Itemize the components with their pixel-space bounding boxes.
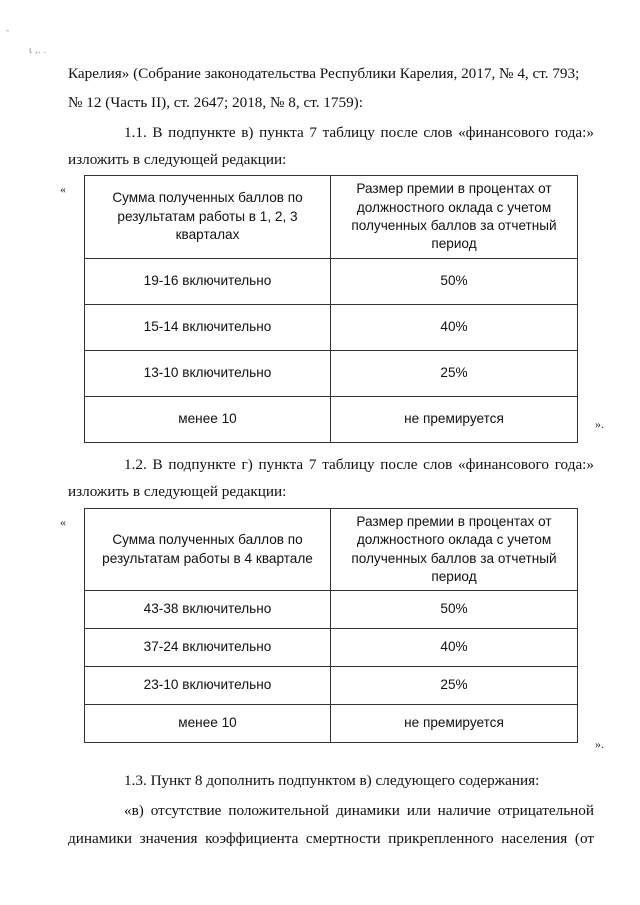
paragraph-1-2-line-2: изложить в следующей редакции:	[68, 483, 287, 500]
paragraph-1-1-line-1: 1.1. В подпункте в) пункта 7 таблицу после слов «финансового года:»	[124, 124, 594, 141]
table-row	[85, 629, 578, 667]
scan-mark-dash: -	[6, 26, 10, 36]
table-cell-score: 13-10 включительно	[85, 351, 331, 397]
paragraph-v-line-2: динамики значения коэффициента смертности прикрепленного населения (от	[68, 830, 594, 847]
table-2-open-quote: «	[60, 515, 66, 529]
bonus-table-2-header-bonus: Размер премии в процентах от должностного оклада с учетом полученных баллов за отчетный период	[331, 509, 578, 591]
table-cell-score: 43-38 включительно	[85, 591, 331, 629]
bonus-table-1-grid	[84, 175, 578, 443]
paragraph-1-3: 1.3. Пункт 8 дополнить подпунктом в) следующего содержания:	[124, 772, 540, 789]
bonus-table-1-header-row	[85, 176, 578, 259]
table-cell-bonus: 50%	[331, 259, 578, 305]
table-cell-score: 15-14 включительно	[85, 305, 331, 351]
table-cell-bonus: 25%	[331, 667, 578, 705]
bonus-table-1-header-score: Сумма полученных баллов по результатам работы в 1, 2, 3 кварталах	[85, 176, 331, 259]
bonus-table-2-header-row	[85, 509, 578, 591]
paragraph-line-1: Карелия» (Собрание законодательства Республики Карелия, 2017, № 4, ст. 793;	[68, 65, 580, 82]
table-cell-score: менее 10	[85, 705, 331, 743]
table-cell-bonus: не премируется	[331, 705, 578, 743]
table-row	[85, 351, 578, 397]
table-row	[85, 667, 578, 705]
table-row	[85, 305, 578, 351]
bonus-table-2-header-score: Сумма полученных баллов по результатам работы в 4 квартале	[85, 509, 331, 591]
bonus-table-2-grid	[84, 508, 578, 743]
table-row	[85, 591, 578, 629]
table-cell-bonus: 50%	[331, 591, 578, 629]
table-row	[85, 397, 578, 443]
bonus-table-2	[84, 508, 577, 743]
table-1-open-quote: «	[60, 182, 66, 196]
paragraph-line-2: № 12 (Часть II), ст. 2647; 2018, № 8, ст. 1759):	[68, 94, 363, 111]
bonus-table-1	[84, 175, 577, 443]
table-cell-bonus: 25%	[331, 351, 578, 397]
paragraph-1-2-line-1: 1.2. В подпункте г) пункта 7 таблицу после слов «финансового года:»	[124, 456, 594, 473]
table-1-close-quote: ».	[595, 417, 604, 431]
table-row	[85, 259, 578, 305]
paragraph-1-1-line-2: изложить в следующей редакции:	[68, 151, 287, 168]
table-cell-bonus: 40%	[331, 629, 578, 667]
table-cell-bonus: 40%	[331, 305, 578, 351]
table-cell-score: 37-24 включительно	[85, 629, 331, 667]
table-row	[85, 705, 578, 743]
table-cell-score: 23-10 включительно	[85, 667, 331, 705]
table-cell-score: 19-16 включительно	[85, 259, 331, 305]
table-2-close-quote: ».	[595, 737, 604, 751]
paragraph-v-line-1: «в) отсутствие положительной динамики или наличие отрицательной	[124, 802, 594, 819]
table-cell-score: менее 10	[85, 397, 331, 443]
table-cell-bonus: не премируется	[331, 397, 578, 443]
bonus-table-1-header-bonus: Размер премии в процентах от должностного оклада с учетом полученных баллов за отчетный период	[331, 176, 578, 259]
scan-mark-dots: ι ,. .	[29, 46, 47, 56]
